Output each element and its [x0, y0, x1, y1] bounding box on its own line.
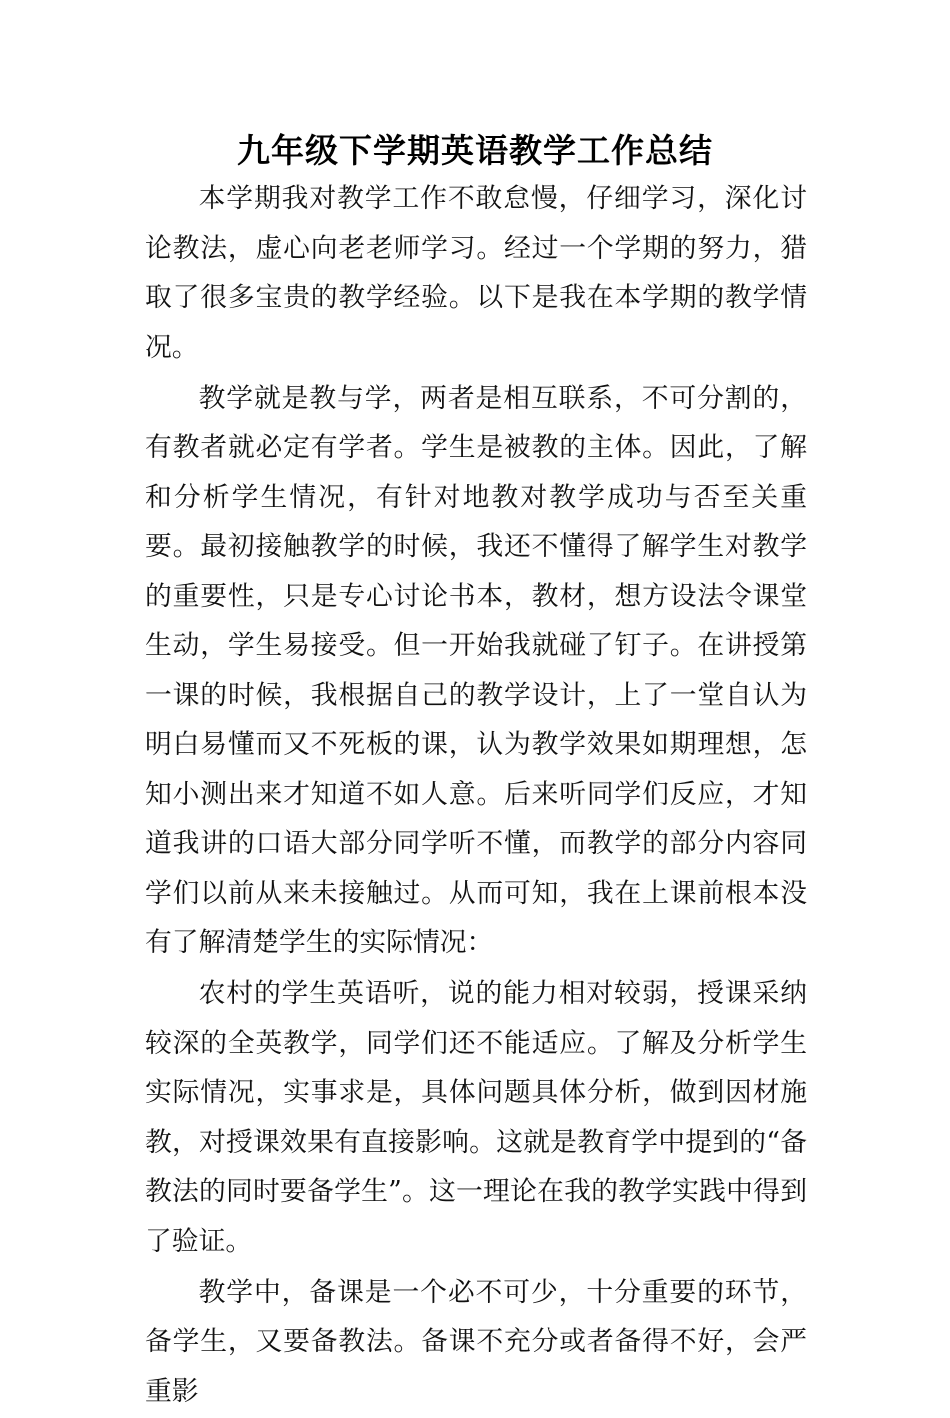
paragraph: 本学期我对教学工作不敢怠慢，仔细学习，深化讨论教法，虚心向老老师学习。经过一个学期的努力，猎取了很多宝贵的教学经验。以下是我在本学期的教学情况。 — [145, 183, 807, 363]
paragraph: 农村的学生英语听，说的能力相对较弱，授课采纳较深的全英教学，同学们还不能适应。了解及分析学生实际情况，实事求是，具体问题具体分析，做到因材施教，对授课效果有直接影响。这就是教育学中提到的“备教法的同时要备学生”。这一理论在我的教学实践中得到了验证。 — [145, 978, 807, 1257]
document-body — [145, 174, 807, 1418]
paragraph: 教学就是教与学，两者是相互联系，不可分割的，有教者就必定有学者。学生是被教的主体。因此，了解和分析学生情况，有针对地教对教学成功与否至关重要。最初接触教学的时候，我还不懂得了解学生对教学的重要性，只是专心讨论书本，教材，想方设法令课堂生动，学生易接受。但一开始我就碰了钉子。在讲授第一课的时候，我根据自己的教学设计，上了一堂自认为明白易懂而又不死板的课，认为教学效果如期理想，怎知小测出来才知道不如人意。后来听同学们反应，才知道我讲的口语大部分同学听不懂，而教学的部分内容同学们以前从来未接触过。从而可知，我在上课前根本没有了解清楚学生的实际情况： — [145, 382, 807, 958]
paragraph: 教学中，备课是一个必不可少，十分重要的环节，备学生，又要备教法。备课不充分或者备得不好，会严重影 — [145, 1276, 807, 1407]
document-title: 九年级下学期英语教学工作总结 — [237, 131, 713, 170]
